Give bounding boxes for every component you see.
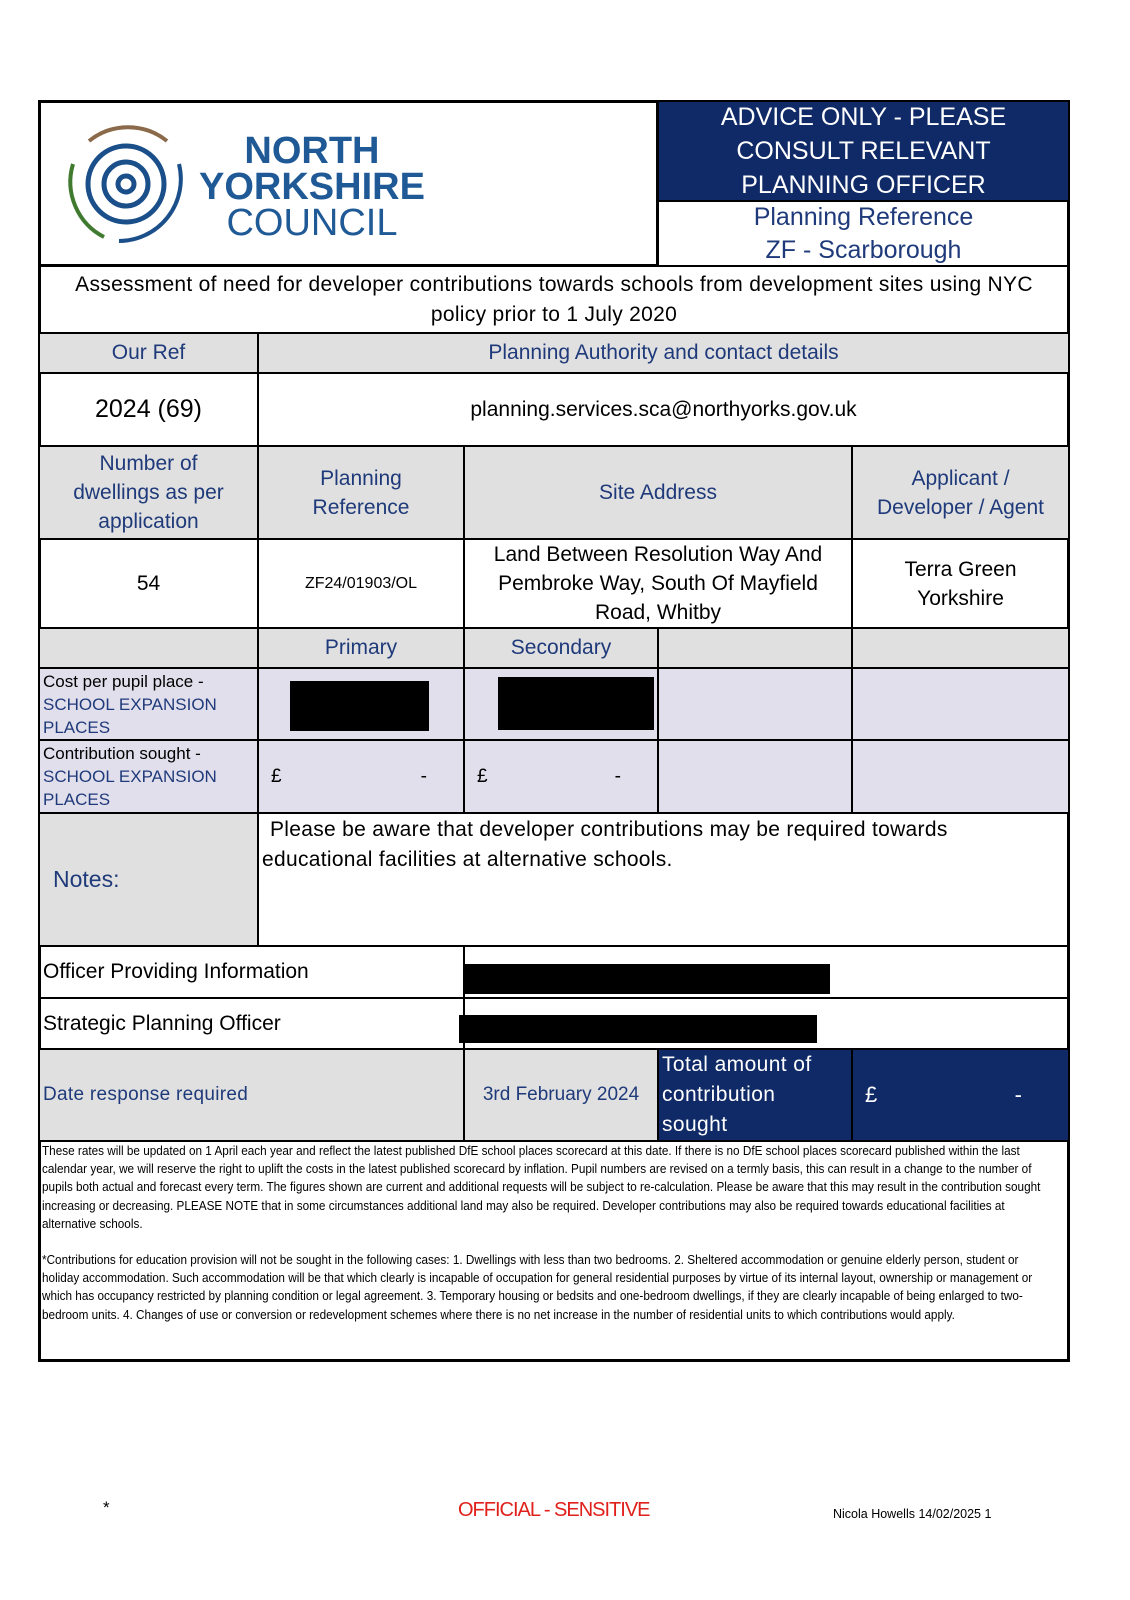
redaction-box xyxy=(459,1015,817,1043)
secondary-contribution-cell: £ - xyxy=(463,739,659,814)
date-required-value: 3rd February 2024 xyxy=(463,1048,659,1142)
contribution-sought-label: Contribution sought - SCHOOL EXPANSION PLACES xyxy=(38,739,259,814)
logo-text-yorkshire: YORKSHIRE xyxy=(199,165,425,208)
cost-per-pupil-label: Cost per pupil place - SCHOOL EXPANSION PLACES xyxy=(38,667,259,741)
disclaimer-block xyxy=(42,1142,1122,1324)
phase-blank-cell xyxy=(657,627,853,669)
applicant-value: Terra Green Yorkshire xyxy=(851,538,1070,629)
redaction-box xyxy=(465,964,830,994)
site-address-header: Site Address xyxy=(463,445,853,540)
blank-cell xyxy=(657,739,853,814)
planning-reference-value: ZF24/01903/OL xyxy=(257,538,465,629)
planning-reference-header xyxy=(657,200,1070,267)
notes-text: Please be aware that developer contributions may be required towards educational facilities at alternative schools. xyxy=(257,812,1070,947)
date-required-label: Date response required xyxy=(38,1048,465,1142)
total-contribution-value: £ - xyxy=(851,1048,1070,1142)
site-address-value: Land Between Resolution Way And Pembroke Way, South Of Mayfield Road, Whitby xyxy=(463,538,853,629)
footer-asterisk: * xyxy=(103,1498,110,1517)
planning-reference-area: ZF - Scarborough xyxy=(765,235,962,264)
officer-value xyxy=(463,945,1070,999)
phase-blank-cell xyxy=(851,627,1070,669)
strategic-officer-label: Strategic Planning Officer xyxy=(38,997,465,1050)
our-ref-label: Our Ref xyxy=(38,332,259,374)
rose-emblem-icon xyxy=(59,119,194,249)
primary-cost-cell xyxy=(257,667,465,741)
disclaimer-exemptions: *Contributions for education provision will not be sought in the following cases: 1. Dwellings with less than two bedrooms. 2. Sheltered accommodation or genuine elderly person, student or holiday accommodation. Such accommodation will be that which clearly is incapable of occupation for general residential purposes by virtue of its internal layout, ownership or management or which has occupancy restricted by planning condition or legal agreement. 3. Temporary housing or bedsits and one-bedroom dwellings, if they are clearly incapable of being enlarged to two-bedroom units. 4. Changes of use or conversion or redevelopment schemes where there is no net increase in the number of residential units to which contributions would apply. xyxy=(42,1253,1033,1322)
our-ref-value: 2024 (69) xyxy=(38,372,259,447)
primary-header: Primary xyxy=(257,627,465,669)
strategic-officer-value xyxy=(463,997,1070,1050)
disclaimer-rates: These rates will be updated on 1 April each year and reflect the latest published DfE school places scorecard at this date. If there is no DfE school places scorecard published within the last calendar year, we will reserve the right to uplift the costs in the latest published scorecard by inflation. Pupil numbers are revised on a termly basis, this can result in a change to the number of pupils both actual and forecast every term. The figures shown are current and additional requests will be subject to re-calculation. Please be aware that this may result in the contribution sought increasing or decreasing. PLEASE NOTE that in some circumstances additional land may also be required. Developer contributions may also be required towards educational facilities at alternative schools. xyxy=(42,1144,1041,1231)
footer-author-date: Nicola Howells 14/02/2025 1 xyxy=(833,1507,992,1521)
classification-label: OFFICIAL - SENSITIVE xyxy=(458,1499,650,1521)
phase-blank-cell xyxy=(38,627,259,669)
officer-label: Officer Providing Information xyxy=(38,945,465,999)
council-logo xyxy=(59,119,459,249)
notes-label: Notes: xyxy=(38,812,259,947)
logo-text-north: NORTH xyxy=(244,129,380,172)
authority-email[interactable]: planning.services.sca@northyorks.gov.uk xyxy=(257,372,1070,447)
primary-contribution-cell: £ - xyxy=(257,739,465,814)
logo-text-council: COUNCIL xyxy=(226,201,398,244)
secondary-header: Secondary xyxy=(463,627,659,669)
blank-cell xyxy=(851,667,1070,741)
dwellings-header: Number of dwellings as per application xyxy=(38,445,259,540)
applicant-header: Applicant / Developer / Agent xyxy=(851,445,1070,540)
logo-cell xyxy=(38,100,659,267)
redaction-box xyxy=(290,681,429,731)
dwellings-value: 54 xyxy=(38,538,259,629)
authority-label: Planning Authority and contact details xyxy=(257,332,1070,374)
advice-banner: ADVICE ONLY - PLEASE CONSULT RELEVANT PLANNING OFFICER xyxy=(657,100,1070,202)
planning-reference-col-header: Planning Reference xyxy=(257,445,465,540)
planning-reference-label: Planning Reference xyxy=(753,202,974,231)
redaction-box xyxy=(498,677,654,730)
secondary-cost-cell xyxy=(463,667,659,741)
blank-cell xyxy=(657,667,853,741)
total-contribution-label: Total amount of contribution sought xyxy=(657,1048,853,1142)
blank-cell xyxy=(851,739,1070,814)
form-title: Assessment of need for developer contributions towards schools from development sites using NYC policy prior to 1 July 2020 xyxy=(38,265,1070,334)
